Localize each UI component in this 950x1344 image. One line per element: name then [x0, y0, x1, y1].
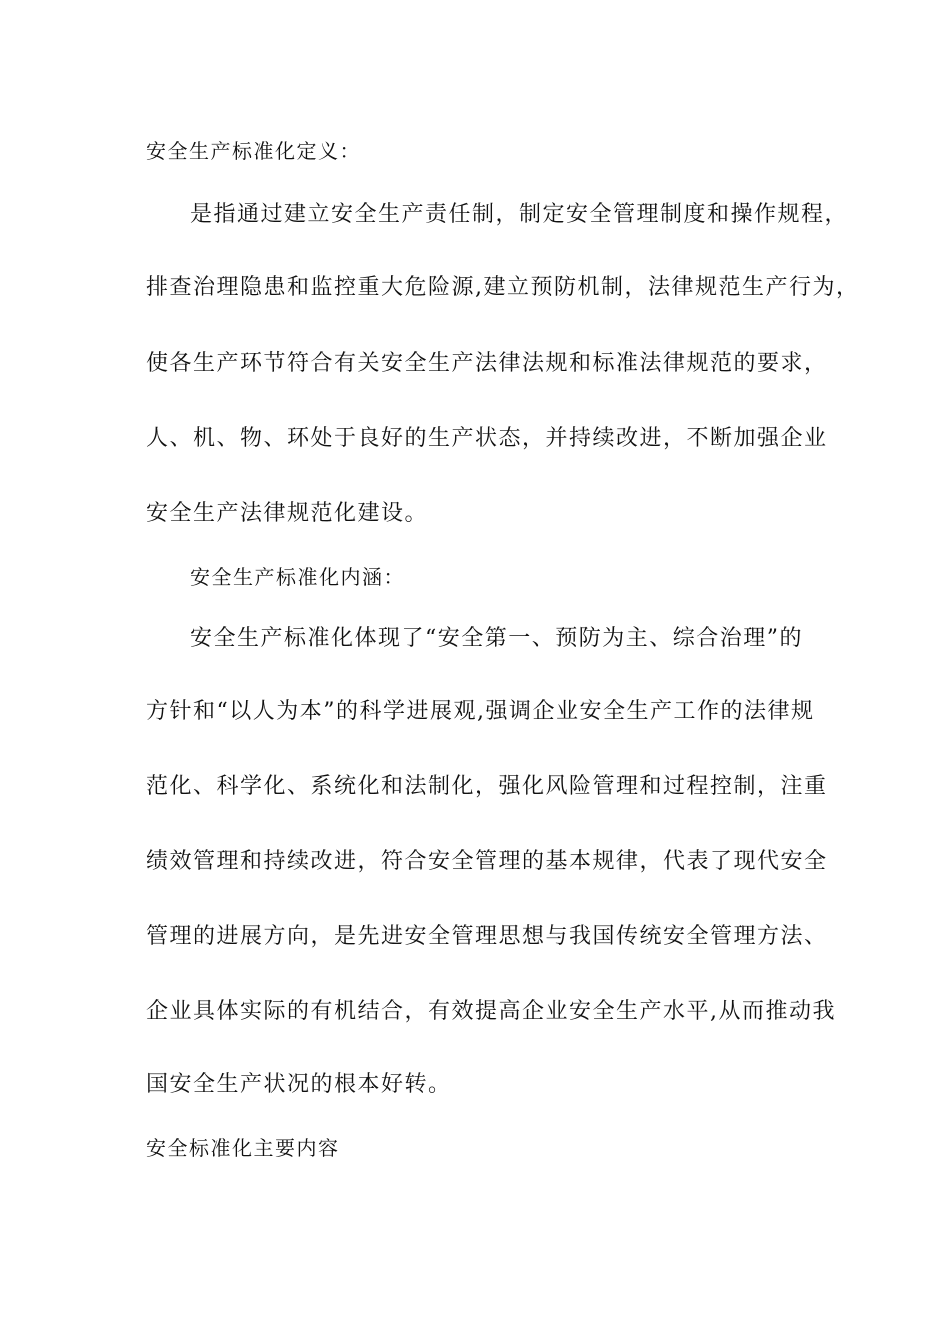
paragraph-line: 安全生产标准化体现了“安全第一、预防为主、综合治理”的 [190, 626, 803, 651]
paragraph-line: 管理的进展方向，是先进安全管理思想与我国传统安全管理方法、 [146, 924, 828, 949]
paragraph-line: 是指通过建立安全生产责任制，制定安全管理制度和操作规程， [190, 202, 849, 227]
paragraph-line: 人、机、物、环处于良好的生产状态，并持续改进，不断加强企业 [146, 426, 828, 451]
section-heading-main-content: 安全标准化主要内容 [146, 1136, 340, 1160]
paragraph-line: 国安全生产状况的根本好转。 [146, 1072, 452, 1097]
paragraph-line: 安全生产法律规范化建设。 [146, 501, 429, 526]
paragraph-line: 企业具体实际的有机结合，有效提高企业安全生产水平,从而推动我 [146, 999, 836, 1024]
paragraph-line: 范化、科学化、系统化和法制化，强化风险管理和过程控制，注重 [146, 774, 828, 799]
paragraph-line: 使各生产环节符合有关安全生产法律法规和标准法律规范的要求， [146, 351, 828, 376]
paragraph-line: 方针和“以人为本”的科学进展观,强调企业安全生产工作的法律规 [146, 699, 815, 724]
paragraph-line: 排查治理隐患和监控重大危险源,建立预防机制，法律规范生产行为， [146, 275, 860, 300]
section-heading-connotation: 安全生产标准化内涵： [190, 565, 405, 589]
paragraph-line: 绩效管理和持续改进，符合安全管理的基本规律，代表了现代安全 [146, 849, 828, 874]
section-heading-definition: 安全生产标准化定义： [146, 139, 361, 163]
